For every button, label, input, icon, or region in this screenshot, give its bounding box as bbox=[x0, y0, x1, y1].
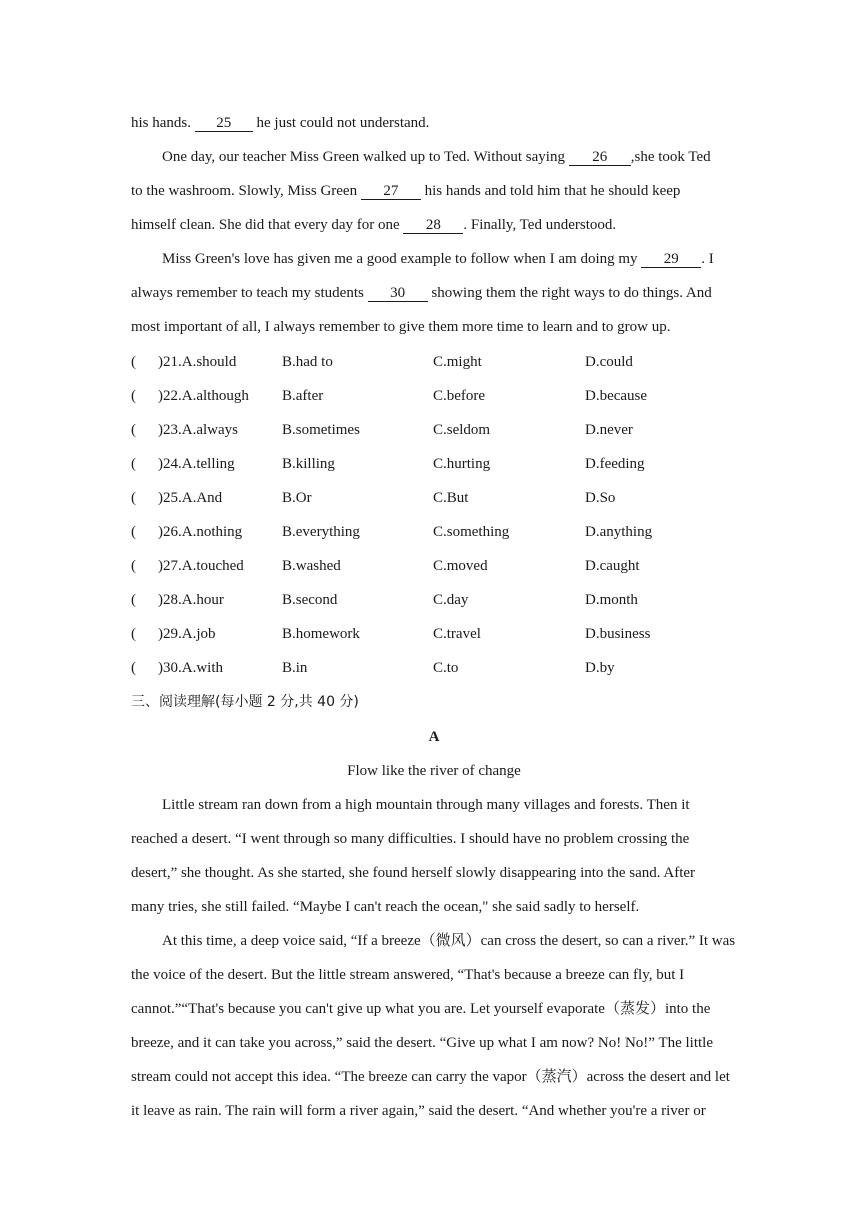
passage-text: always remember to teach my students bbox=[131, 285, 368, 301]
passage-line bbox=[131, 113, 429, 133]
answer-bracket[interactable]: ( bbox=[131, 626, 136, 642]
passage-text: to the washroom. Slowly, Miss Green bbox=[131, 183, 361, 199]
option-d: D.feeding bbox=[585, 456, 645, 472]
option-c: C.something bbox=[433, 524, 510, 540]
passage-line bbox=[162, 147, 711, 167]
option-b: B.had to bbox=[282, 354, 333, 370]
passage-line bbox=[131, 181, 680, 201]
reading-line: cannot.”“That's because you can't give up what you are. Let yourself evaporate（蒸发）into the bbox=[131, 1001, 711, 1017]
question-row bbox=[131, 454, 741, 474]
option-a: )29.A.job bbox=[158, 626, 216, 642]
blank-26: 26 bbox=[569, 149, 631, 166]
passage-text: himself clean. She did that every day for one bbox=[131, 217, 404, 233]
option-a: )27.A.touched bbox=[158, 558, 244, 574]
question-row bbox=[131, 590, 741, 610]
blank-29: 29 bbox=[641, 251, 701, 268]
part-label: A bbox=[428, 729, 440, 745]
option-a: )25.A.And bbox=[158, 490, 223, 506]
passage-text: Miss Green's love has given me a good example to follow when I am doing my bbox=[162, 251, 642, 267]
question-row bbox=[131, 488, 741, 508]
option-a: )21.A.should bbox=[158, 354, 237, 370]
passage-line bbox=[162, 249, 714, 269]
reading-line: stream could not accept this idea. “The breeze can carry the vapor（蒸汽）across the desert and let bbox=[131, 1069, 730, 1085]
reading-line: the voice of the desert. But the little stream answered, “That's because a breeze can fly, but I bbox=[131, 967, 685, 983]
option-d: D.never bbox=[585, 422, 633, 438]
blank-28: 28 bbox=[403, 217, 463, 234]
option-c: C.might bbox=[433, 354, 482, 370]
option-b: B.everything bbox=[282, 524, 360, 540]
section-heading: 三、阅读理解(每小题 2 分,共 40 分) bbox=[131, 694, 359, 710]
answer-bracket[interactable]: ( bbox=[131, 660, 136, 676]
passage-line bbox=[131, 215, 616, 235]
option-a: )24.A.telling bbox=[158, 456, 235, 472]
passage-line: most important of all, I always remember to give them more time to learn and to grow up. bbox=[131, 319, 671, 335]
option-c: C.hurting bbox=[433, 456, 491, 472]
option-a: )26.A.nothing bbox=[158, 524, 243, 540]
question-row bbox=[131, 658, 741, 678]
option-d: D.because bbox=[585, 388, 648, 404]
passage-text: ,she took Ted bbox=[630, 149, 711, 165]
option-b: B.washed bbox=[282, 558, 341, 574]
passage-text: One day, our teacher Miss Green walked up to Ted. Without saying bbox=[162, 149, 569, 165]
option-d: D.business bbox=[585, 626, 651, 642]
answer-bracket[interactable]: ( bbox=[131, 456, 136, 472]
option-c: C.But bbox=[433, 490, 469, 506]
option-b: B.sometimes bbox=[282, 422, 360, 438]
question-row bbox=[131, 624, 741, 644]
blank-27: 27 bbox=[361, 183, 421, 200]
blank-25: 25 bbox=[195, 115, 253, 132]
question-row bbox=[131, 522, 741, 542]
reading-line: desert,” she thought. As she started, she found herself slowly disappearing into the sand. After bbox=[131, 865, 696, 881]
option-b: B.Or bbox=[282, 490, 312, 506]
option-b: B.in bbox=[282, 660, 308, 676]
option-a: )22.A.although bbox=[158, 388, 249, 404]
question-row bbox=[131, 352, 741, 372]
answer-bracket[interactable]: ( bbox=[131, 422, 136, 438]
option-a: )28.A.hour bbox=[158, 592, 224, 608]
option-d: D.by bbox=[585, 660, 615, 676]
option-d: D.caught bbox=[585, 558, 640, 574]
reading-line: At this time, a deep voice said, “If a breeze（微风）can cross the desert, so can a river.” It was bbox=[162, 933, 736, 949]
passage-title: Flow like the river of change bbox=[347, 763, 521, 779]
option-d: D.month bbox=[585, 592, 638, 608]
option-d: D.could bbox=[585, 354, 633, 370]
answer-bracket[interactable]: ( bbox=[131, 558, 136, 574]
reading-line: breeze, and it can take you across,” said the desert. “Give up what I am now? No! No!” The little bbox=[131, 1035, 714, 1051]
question-row bbox=[131, 420, 741, 440]
option-c: C.to bbox=[433, 660, 459, 676]
passage-text: his hands and told him that he should keep bbox=[420, 183, 681, 199]
answer-bracket[interactable]: ( bbox=[131, 490, 136, 506]
reading-line: it leave as rain. The rain will form a river again,” said the desert. “And whether you're a river or bbox=[131, 1103, 706, 1119]
passage-text: . Finally, Ted understood. bbox=[463, 217, 617, 233]
option-b: B.killing bbox=[282, 456, 335, 472]
passage-text: he just could not understand. bbox=[252, 115, 430, 131]
question-row bbox=[131, 386, 741, 406]
blank-30: 30 bbox=[368, 285, 428, 302]
option-b: B.homework bbox=[282, 626, 360, 642]
reading-line: reached a desert. “I went through so many difficulties. I should have no problem crossing the bbox=[131, 831, 690, 847]
option-a: )23.A.always bbox=[158, 422, 238, 438]
option-a: )30.A.with bbox=[158, 660, 223, 676]
option-b: B.after bbox=[282, 388, 324, 404]
passage-text: his hands. bbox=[131, 115, 195, 131]
answer-bracket[interactable]: ( bbox=[131, 524, 136, 540]
option-c: C.seldom bbox=[433, 422, 491, 438]
passage-line bbox=[131, 283, 712, 303]
passage-text: . I bbox=[701, 251, 714, 267]
answer-bracket[interactable]: ( bbox=[131, 354, 136, 370]
option-c: C.moved bbox=[433, 558, 488, 574]
answer-bracket[interactable]: ( bbox=[131, 388, 136, 404]
answer-bracket[interactable]: ( bbox=[131, 592, 136, 608]
option-c: C.travel bbox=[433, 626, 481, 642]
option-b: B.second bbox=[282, 592, 338, 608]
passage-text: showing them the right ways to do things. And bbox=[427, 285, 712, 301]
question-row bbox=[131, 556, 741, 576]
option-d: D.anything bbox=[585, 524, 653, 540]
option-c: C.day bbox=[433, 592, 469, 608]
reading-line: Little stream ran down from a high mountain through many villages and forests. Then it bbox=[162, 797, 690, 813]
reading-line: many tries, she still failed. “Maybe I can't reach the ocean," she said sadly to herself. bbox=[131, 899, 640, 915]
option-d: D.So bbox=[585, 490, 616, 506]
option-c: C.before bbox=[433, 388, 486, 404]
